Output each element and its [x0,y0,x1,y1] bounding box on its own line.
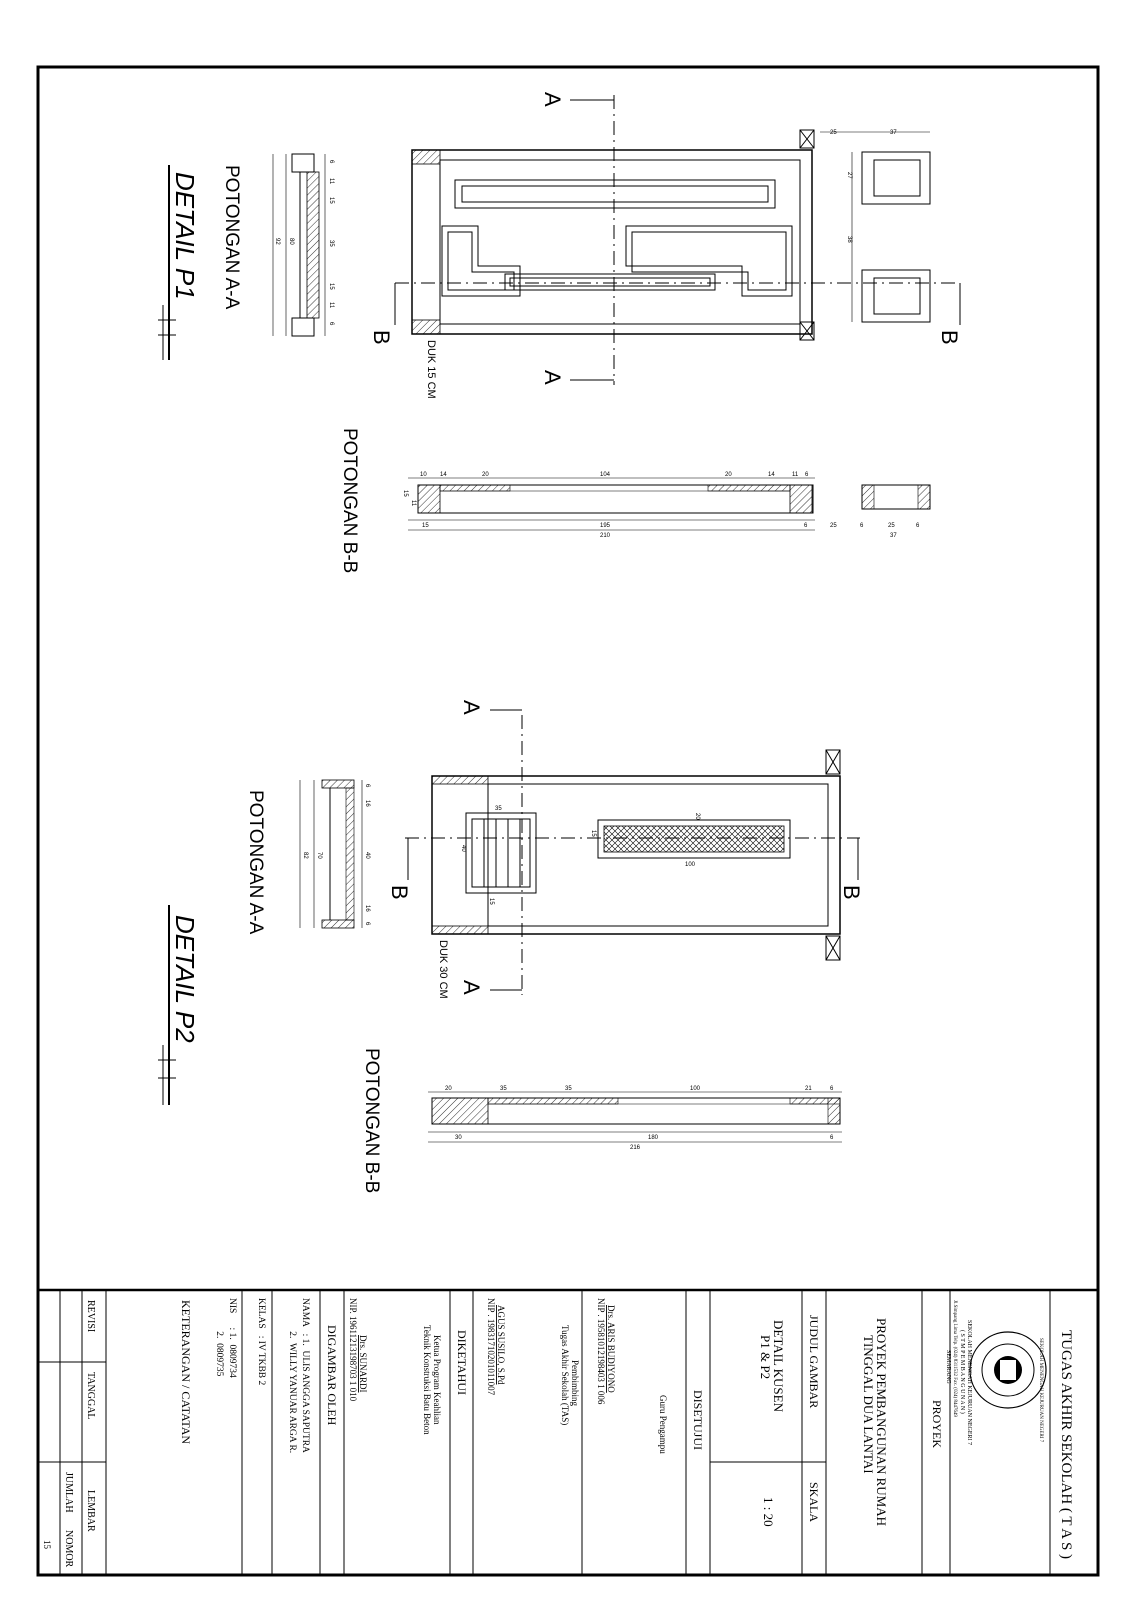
svg-text:35: 35 [565,1086,572,1092]
svg-text:11: 11 [328,302,334,309]
svg-text:NIS : 1. 0809734: NIS : 1. 0809734 [227,1298,237,1378]
svg-text:Pembimbing: Pembimbing [570,1360,580,1407]
svg-text:P1 & P2: P1 & P2 [758,1335,773,1380]
svg-text:PROYEK PEMBANGUNAN RUMAH: PROYEK PEMBANGUNAN RUMAH [874,1318,889,1527]
svg-text:15: 15 [328,283,334,290]
svg-text:25: 25 [830,523,837,529]
svg-text:6: 6 [804,523,808,529]
proyek-label: PROYEK [930,1400,944,1449]
svg-text:NIP . 19581012198403 1 006: NIP . 19581012198403 1 006 [596,1298,606,1405]
svg-text:10: 10 [420,472,427,478]
svg-text:30: 30 [455,1135,462,1141]
detail-p2 [158,700,864,1193]
person3-name: Drs. SUNARDI [358,1335,368,1393]
svg-text:15: 15 [488,898,494,905]
svg-text:6: 6 [364,784,370,788]
svg-text:SEMARANG: SEMARANG [945,1350,951,1384]
p1-frame-inner [440,160,800,324]
p2-frame-inner [488,784,828,926]
svg-text:37: 37 [890,130,897,136]
detail-p2-title: DETAIL P2 [170,915,200,1043]
svg-text:100: 100 [690,1086,701,1092]
keterangan-label: KETERANGAN / CATATAN [179,1300,193,1445]
logo-text: SEKOLAH MENENGAH KEJURUAN NEGERI 7 [1038,1338,1043,1443]
svg-text:35: 35 [328,240,334,247]
p2-frame-outer [432,776,840,934]
p2-duk-label: DUK 30 CM [437,940,449,999]
svg-text:11: 11 [410,500,416,507]
svg-text:15: 15 [402,490,408,497]
svg-text:6: 6 [805,472,809,478]
svg-text:104: 104 [600,472,611,478]
svg-text:16: 16 [364,905,370,912]
revisi-label: REVISI [85,1300,96,1333]
p1-section-aa-label: POTONGAN A-A [221,165,242,310]
svg-text:11: 11 [328,178,334,185]
p1-cut-a-bottom: A [540,370,565,385]
lembar-label: LEMBAR [85,1490,96,1532]
svg-text:6: 6 [328,160,334,164]
p2-cut-a-bottom: A [459,980,484,995]
svg-text:DETAIL KUSEN: DETAIL KUSEN [771,1320,786,1412]
svg-text:210: 210 [600,533,611,539]
svg-text:70: 70 [316,852,322,859]
svg-text:180: 180 [648,1135,659,1141]
disetujui-label: DISETUJUI [691,1390,705,1450]
p2-cut-a-top: A [459,700,484,715]
svg-text:6: 6 [860,523,864,529]
svg-text:27: 27 [846,172,852,179]
title-block [38,1290,1074,1575]
judul-gambar-label: JUDUL GAMBAR [807,1315,821,1409]
svg-text:6: 6 [830,1135,834,1141]
svg-text:Jl.Simpang Lima Telp. (024) 83: Jl.Simpang Lima Telp. (024) 8311532 Fax. (024) 8447649 [952,1300,957,1417]
nomor-label: NOMOR [63,1530,74,1568]
svg-text:Guru Pengampu: Guru Pengampu [658,1395,668,1454]
svg-text:16: 16 [364,800,370,807]
svg-text:6: 6 [916,523,920,529]
diketahui-label: DIKETAHUI [455,1330,469,1396]
digambar-oleh-label: DIGAMBAR OLEH [325,1325,339,1426]
svg-text:37: 37 [890,533,897,539]
svg-text:20: 20 [725,472,732,478]
svg-text:6: 6 [328,322,334,326]
svg-text:40: 40 [460,845,466,852]
svg-text:6: 6 [364,922,370,926]
tb-header: TUGAS AKHIR SEKOLAH ( T A S ) [1058,1330,1074,1560]
svg-text:25: 25 [830,130,837,136]
tanggal-label: TANGGAL [85,1372,96,1420]
skala-label: SKALA [807,1482,821,1523]
p1-section-bb-label: POTONGAN B-B [339,428,360,574]
svg-text:14: 14 [768,472,775,478]
p2-cut-b-left: B [387,885,412,900]
svg-text:Tugas Akhir Sekolah (TAS): Tugas Akhir Sekolah (TAS) [560,1325,570,1426]
skala-value: 1 : 20 [761,1497,776,1527]
svg-text:15: 15 [590,830,596,837]
svg-text:Teknik Konstruksi Batu Beton: Teknik Konstruksi Batu Beton [422,1325,432,1435]
svg-text:20: 20 [482,472,489,478]
svg-text:SEKOLAH MENENGAH KEJURUAN NEGE: SEKOLAH MENENGAH KEJURUAN NEGERI 7 [966,1320,972,1445]
svg-text:11: 11 [792,472,799,478]
svg-text:NIP . 19831710201011007: NIP . 19831710201011007 [486,1298,496,1396]
svg-text:38: 38 [846,236,852,243]
nomor-value: 15 [42,1540,52,1549]
p2-section-bb-label: POTONGAN B-B [361,1048,382,1194]
person1-name: Drs. ARIS BUDIYONO [606,1305,616,1393]
p2-section-aa-label: POTONGAN A-A [245,790,266,935]
p2-cut-b-right: B [839,885,864,900]
svg-text:Ketua Program Keahlian: Ketua Program Keahlian [432,1335,442,1425]
svg-text:25: 25 [888,523,895,529]
svg-text:TINGGAL DUA LANTAI: TINGGAL DUA LANTAI [861,1335,876,1474]
svg-text:20: 20 [694,813,700,820]
svg-text:NAMA : 1. ULIS ANGGA SAPUTR: NAMA : 1. ULIS ANGGA SAPUTRA [300,1298,310,1453]
svg-text:195: 195 [600,523,611,529]
svg-text:15: 15 [328,197,334,204]
svg-text:82: 82 [302,852,308,859]
detail-p1-title: DETAIL P1 [170,172,200,300]
svg-text:2. WILLY YANUAR ARGA R.: 2. WILLY YANUAR ARGA R. [287,1298,297,1454]
svg-text:15: 15 [422,523,429,529]
school-logo [970,1332,1046,1443]
p1-cut-b-left: B [369,330,394,345]
svg-text:20: 20 [445,1086,452,1092]
svg-text:35: 35 [495,806,502,812]
person2-name: AGUS SUSILO, S.Pd [496,1305,506,1385]
svg-text:40: 40 [364,852,370,859]
svg-text:92: 92 [274,238,280,245]
jumlah-label: JUMLAH [63,1472,74,1513]
p1-cut-b-right: B [937,330,962,345]
svg-text:KELAS : IV TKBB 2: KELAS : IV TKBB 2 [256,1298,266,1386]
p1-cut-a-top: A [540,92,565,107]
svg-text:216: 216 [630,1145,641,1151]
svg-text:6: 6 [830,1086,834,1092]
svg-text:( S T M P E M B A N G U N A N: ( S T M P E M B A N G U N A N ) [959,1330,965,1414]
svg-text:2. 0809735: 2. 0809735 [214,1298,224,1377]
svg-text:21: 21 [805,1086,812,1092]
svg-text:NIP. 19611213198703 1 010: NIP. 19611213198703 1 010 [348,1298,358,1402]
p1-duk-label: DUK 15 CM [425,340,437,399]
svg-text:100: 100 [685,862,696,868]
svg-text:14: 14 [440,472,447,478]
svg-text:35: 35 [500,1086,507,1092]
svg-text:80: 80 [288,238,294,245]
detail-p1 [158,92,962,573]
